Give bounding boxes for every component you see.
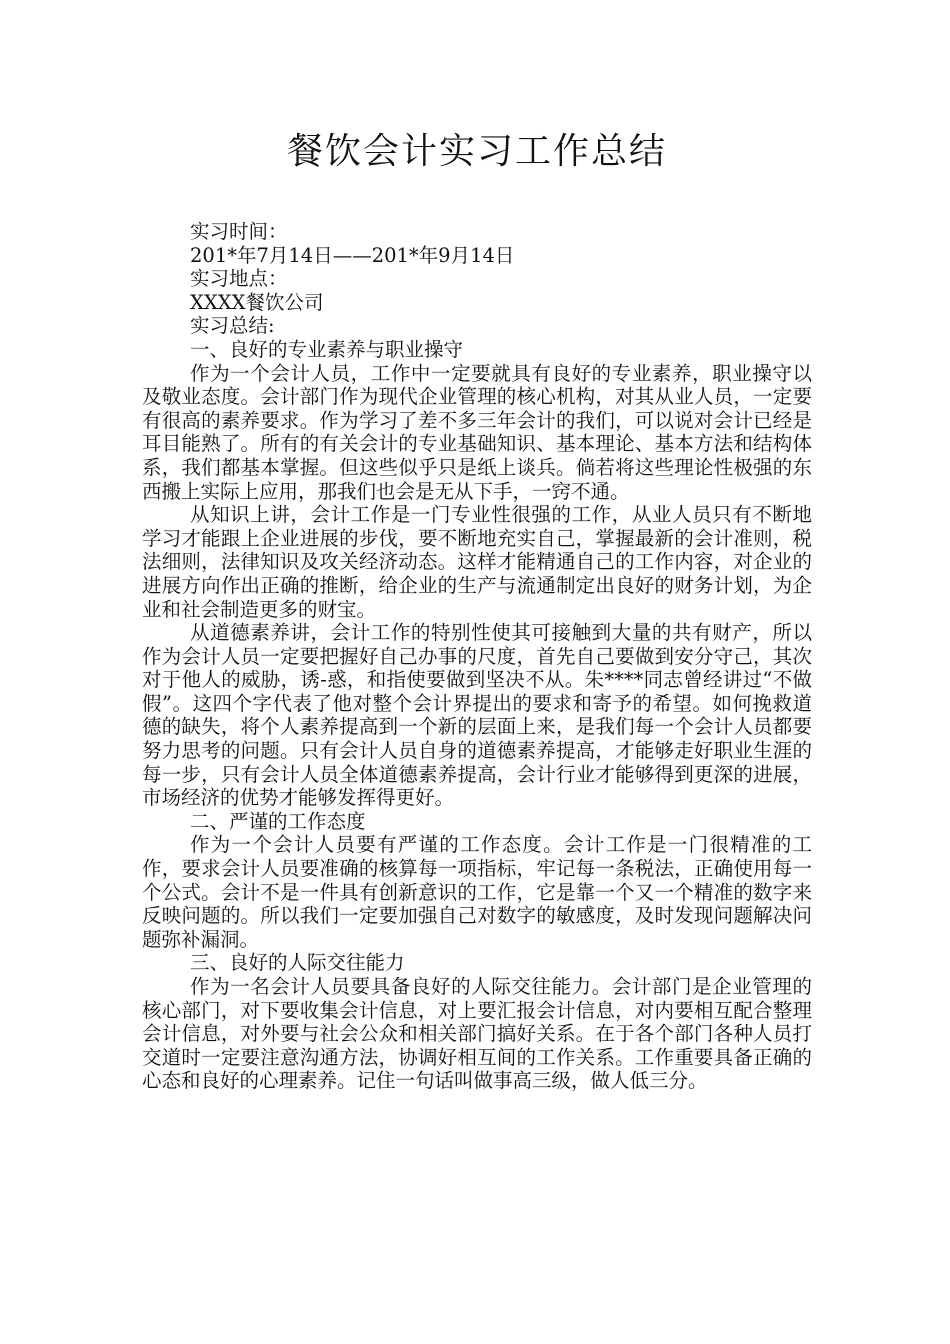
intro-line: 实习总结:: [190, 314, 275, 338]
section-heading: 一、良好的专业素养与职业操守: [190, 337, 464, 361]
document-title: 餐饮会计实习工作总结: [286, 131, 667, 172]
paragraph: 作为一个会计人员，工作中一定要就具有良好的专业素养，职业操守以及敬业态度。会计部门作为现代企业管理的核心机构，对其从业人员，一定要有很高的素养要求。作为学习了差不多三年会计的我们，可以说对会计已经是耳目能熟了。所有的有关会计的专业基础知识、基本理论、基本方法和结构体系，我们都基本掌握。但这些似乎只是纸上谈兵。倘若将这些理论性极强的东西搬上实际上应用，那我们也会是无从下手，一窍不通。: [142, 361, 812, 503]
paragraph: 作为一名会计人员要具备良好的人际交往能力。会计部门是企业管理的核心部门，对下要收集会计信息，对上要汇报会计信息，对内要相互配合整理会计信息，对外要与社会公众和相关部门搞好关系。在于各个部门各种人员打交道时一定要注意沟通方法，协调好相互间的工作关系。工作重要具备正确的心态和良好的心理素养。记住一句话叫做事高三级，做人低三分。: [142, 975, 812, 1093]
section-heading: 三、良好的人际交往能力: [190, 951, 405, 975]
section-heading: 二、严谨的工作态度: [190, 809, 366, 833]
intro-line: 201*年7月14日——201*年9月14日: [190, 243, 515, 267]
paragraph: 作为一个会计人员要有严谨的工作态度。会计工作是一门很精准的工作，要求会计人员要准确的核算每一项指标，牢记每一条税法，正确使用每一个公式。会计不是一件具有创新意识的工作，它是靠一个又一个精准的数字来反映问题的。所以我们一定要加强自己对数字的敏感度，及时发现问题解决问题弥补漏洞。: [142, 833, 812, 951]
intro-line: 实习时间：: [190, 220, 288, 243]
intro-line: XXXX餐饮公司: [190, 290, 324, 314]
intro-line: 实习地点：: [190, 267, 288, 291]
paragraph: 从道德素养讲，会计工作的特别性使其可接触到大量的共有财产，所以作为会计人员一定要把握好自己办事的尺度，首先自己要做到安分守己，其次对于他人的威胁，诱-惑，和指使要做到坚决不从。朱****同志曾经讲过“不做假”。这四个字代表了他对整个会计界提出的要求和寄予的希望。如何挽救道德的缺失，将个人素养提高到一个新的层面上来，是我们每一个会计人员都要努力思考的问题。只有会计人员自身的道德素养提高，才能够走好职业生涯的每一步，只有会计人员全体道德素养提高，会计行业才能够得到更深的进展，市场经济的优势才能够发挥得更好。: [142, 621, 812, 810]
paragraph: 从知识上讲，会计工作是一门专业性很强的工作，从业人员只有不断地学习才能跟上企业进展的步伐，要不断地充实自己，掌握最新的会计准则，税法细则，法律知识及攻关经济动态。这样才能精通自己的工作内容，对企业的进展方向作出正确的推断，给企业的生产与流通制定出良好的财务计划，为企业和社会制造更多的财宝。: [142, 503, 812, 621]
document-page: [142, 120, 812, 1093]
document-body: [142, 220, 812, 1093]
